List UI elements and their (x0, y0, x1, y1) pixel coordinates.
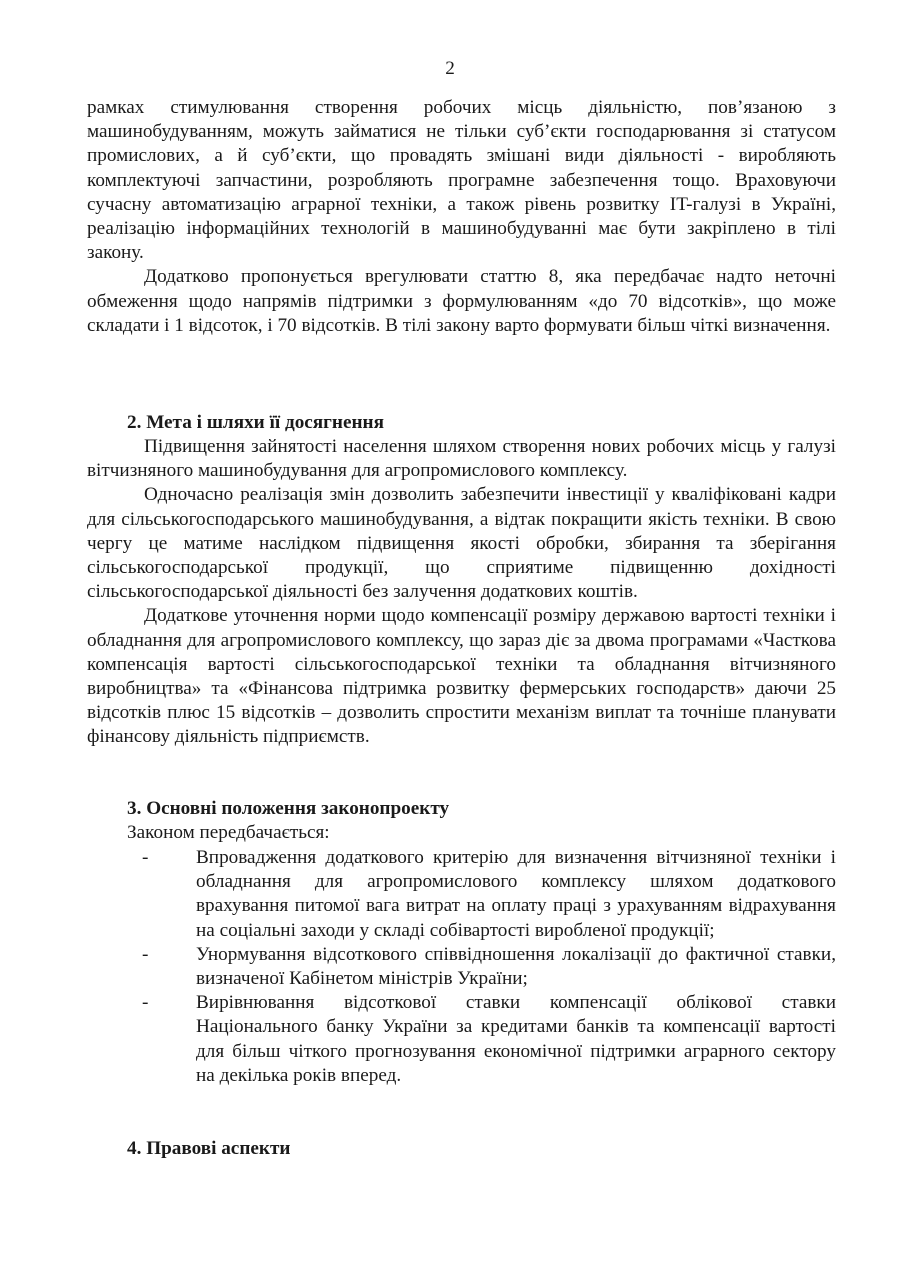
list-item-text: Вирівнювання відсоткової ставки компенсації облікової ставки Національного банку України за кредитами банків та компенсації вартості для більш чіткого прогнозування економічної підтримки аграрного сектору на декілька років вперед. (196, 992, 836, 1086)
provisions-list (127, 846, 836, 1088)
bullet-dash: - (142, 992, 149, 1014)
section-heading-provisions: 3. Основні положення законопроекту (127, 798, 450, 819)
list-item (127, 943, 836, 991)
list-item (127, 991, 836, 1088)
section-heading-legal-aspects: 4. Правові аспекти (127, 1138, 291, 1159)
paragraph: Додатково пропонується врегулювати статтю 8, яка передбачає надто неточні обмеження щодо напрямів підтримки з формулюванням «до 70 відсотків», що може складати і 1 відсоток, і 70 відсотків. В тілі закону варто формувати більш чіткі визначення. (87, 266, 836, 336)
list-item-text: Впровадження додаткового критерію для визначення вітчизняної техніки і обладнання для агропромислового комплексу шляхом додаткового врахування питомої вага витрат на оплату праці з урахуванням відрахування на соціальні заходи у складі собівартості виробленої продукції; (196, 847, 836, 941)
list-item (127, 846, 836, 943)
list-item-text: Унормування відсоткового співвідношення локалізації до фактичної ставки, визначеної Кабінетом міністрів України; (196, 943, 836, 990)
section-heading-goals: 2. Мета і шляхи її досягнення (127, 412, 384, 433)
paragraph: Одночасно реалізація змін дозволить забезпечити інвестиції у кваліфіковані кадри для сільськогосподарського машинобудування, а відтак покращити якість техніки. В свою чергу це матиме наслідком підвищення якості обробки, збирання та зберігання сільськогосподарської продукції, що сприятиме підвищенню дохідності сільськогосподарської діяльності без залучення додаткових коштів. (87, 484, 836, 603)
paragraph: рамках стимулювання створення робочих місць діяльністю, пов’язаною з машинобудуванням, можуть займатися не тільки суб’єкти господарювання зі статусом промислових, а й суб’єкти, що провадять змішані види діяльності - виробляють комплектуючі запчастини, розробляють програмне забезпечення тощо. Враховуючи сучасну автоматизацію аграрної техніки, а також рівень розвитку IT-галузі в Україні, реалізацію інформаційних технологій в машинобудуванні має бути закріплено в тілі закону. (87, 97, 836, 264)
paragraph: Додаткове уточнення норми щодо компенсації розміру державою вартості техніки і обладнання для агропромислового комплексу, що зараз діє за двома програмами «Часткова компенсація вартості сільськогосподарської техніки та обладнання вітчизняного виробництва» та «Фінансова підтримка розвитку фермерських господарств» даючи 25 відсотків плюс 15 відсотків – дозволить спростити механізм виплат та точніше планувати фінансову діяльність підприємств. (87, 605, 836, 748)
bullet-dash: - (142, 943, 149, 965)
paragraph: Підвищення зайнятості населення шляхом створення нових робочих місць у галузі вітчизняного машинобудування для агропромислового комплексу. (87, 436, 836, 482)
bullet-dash: - (142, 847, 149, 868)
section-goals-body (87, 435, 836, 750)
provisions-intro: Законом передбачається: (127, 822, 330, 843)
continuation-text (87, 96, 836, 338)
page-number: 2 (445, 58, 455, 79)
